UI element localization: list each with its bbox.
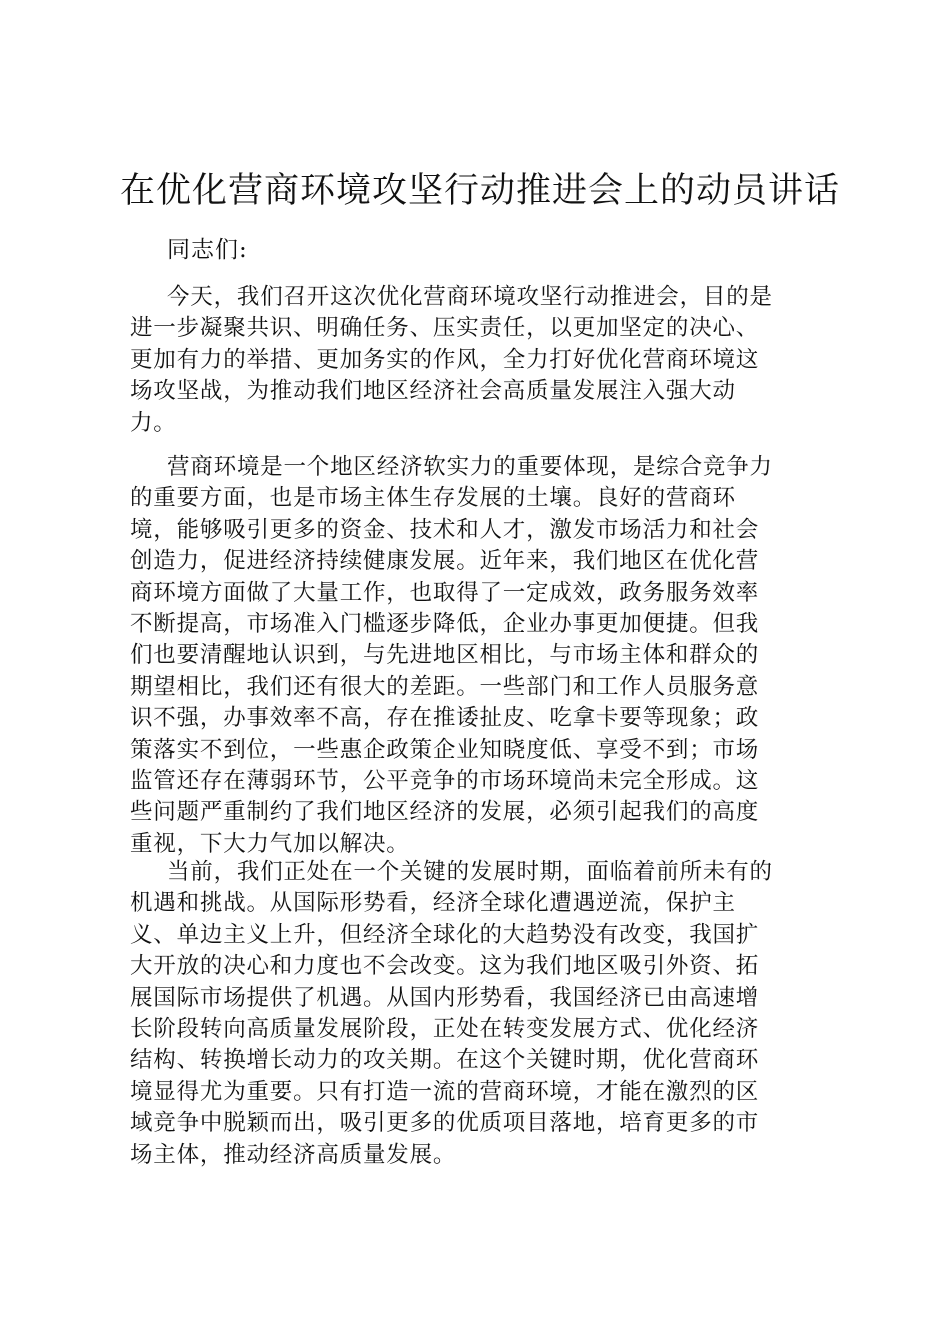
paragraph-line: 今天，我们召开这次优化营商环境攻坚行动推进会，目的是 bbox=[167, 284, 773, 310]
paragraph-line: 域竞争中脱颖而出，吸引更多的优质项目落地，培育更多的市 bbox=[130, 1110, 760, 1137]
paragraph-line: 们也要清醒地认识到，与先进地区相比，与市场主体和群众的 bbox=[130, 642, 760, 669]
paragraph-2 bbox=[130, 452, 830, 860]
paragraph-line: 不断提高，市场准入门槛逐步降低，企业办事更加便捷。但我 bbox=[130, 611, 760, 638]
paragraph-line: 进一步凝聚共识、明确任务、压实责任，以更加坚定的决心、 bbox=[130, 315, 760, 342]
paragraph-1 bbox=[130, 282, 830, 439]
paragraph-line: 结构、转换增长动力的攻关期。在这个关键时期，优化营商环 bbox=[130, 1047, 760, 1074]
paragraph-line: 境显得尤为重要。只有打造一流的营商环境，才能在激烈的区 bbox=[130, 1078, 760, 1105]
paragraph-line: 境，能够吸引更多的资金、技术和人才，激发市场活力和社会 bbox=[130, 516, 760, 543]
paragraph-3 bbox=[130, 857, 830, 1171]
paragraph-line: 的重要方面，也是市场主体生存发展的土壤。良好的营商环 bbox=[130, 485, 736, 512]
paragraph-line: 期望相比，我们还有很大的差距。一些部门和工作人员服务意 bbox=[130, 673, 760, 700]
paragraph-line: 义、单边主义上升，但经济全球化的大趋势没有改变，我国扩 bbox=[130, 921, 760, 948]
paragraph-line: 场主体，推动经济高质量发展。 bbox=[130, 1141, 457, 1168]
paragraph-line: 长阶段转向高质量发展阶段，正处在转变发展方式、优化经济 bbox=[130, 1016, 760, 1043]
paragraph-line: 展国际市场提供了机遇。从国内形势看，我国经济已由高速增 bbox=[130, 984, 760, 1011]
paragraph-line: 大开放的决心和力度也不会改变。这为我们地区吸引外资、拓 bbox=[130, 953, 760, 980]
paragraph-line: 商环境方面做了大量工作，也取得了一定成效，政务服务效率 bbox=[130, 579, 760, 606]
paragraph-line: 当前，我们正处在一个关键的发展时期，面临着前所未有的 bbox=[167, 859, 773, 885]
paragraph-line: 识不强，办事效率不高，存在推诿扯皮、吃拿卡要等现象；政 bbox=[130, 705, 760, 732]
greeting: 同志们: bbox=[167, 237, 248, 263]
paragraph-line: 重视，下大力气加以解决。 bbox=[130, 830, 410, 857]
paragraph-line: 机遇和挑战。从国际形势看，经济全球化遭遇逆流，保护主 bbox=[130, 890, 736, 917]
document-title: 在优化营商环境攻坚行动推进会上的动员讲话 bbox=[120, 171, 841, 211]
paragraph-line: 营商环境是一个地区经济软实力的重要体现，是综合竞争力 bbox=[167, 454, 773, 480]
paragraph-line: 场攻坚战，为推动我们地区经济社会高质量发展注入强大动 bbox=[130, 378, 736, 405]
paragraph-line: 些问题严重制约了我们地区经济的发展，必须引起我们的高度 bbox=[130, 799, 760, 826]
paragraph-line: 监管还存在薄弱环节，公平竞争的市场环境尚未完全形成。这 bbox=[130, 768, 760, 795]
paragraph-line: 更加有力的举措、更加务实的作风，全力打好优化营商环境这 bbox=[130, 346, 760, 373]
paragraph-line: 力。 bbox=[130, 409, 177, 436]
paragraph-line: 创造力，促进经济持续健康发展。近年来，我们地区在优化营 bbox=[130, 548, 760, 575]
paragraph-line: 策落实不到位，一些惠企政策企业知晓度低、享受不到；市场 bbox=[130, 736, 760, 763]
